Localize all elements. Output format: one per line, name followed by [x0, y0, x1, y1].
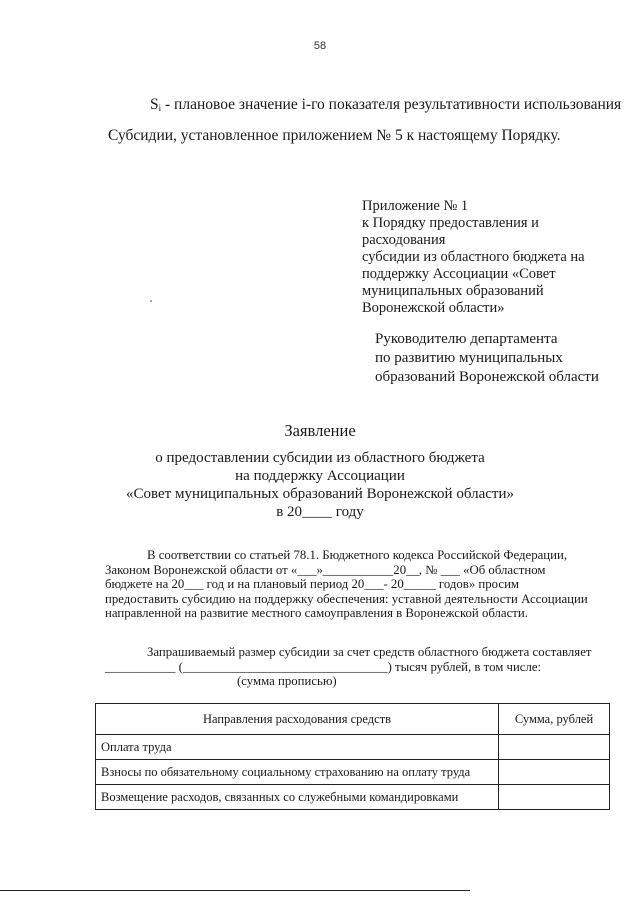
bottom-divider — [0, 890, 470, 891]
table-header-directions: Направления расходования средств — [96, 704, 499, 735]
intro-line-1-text: - плановое значение i-го показателя результативности использования — [161, 96, 622, 113]
appendix-line: Приложение № 1 — [362, 198, 469, 214]
expenditure-table — [95, 703, 610, 810]
recipient-block — [375, 330, 599, 387]
intro-subscript: i — [158, 103, 162, 113]
document-subtitle — [0, 449, 640, 521]
subtitle-line: «Совет муниципальных образований Воронежской области» — [126, 486, 514, 502]
appendix-line: расходования — [362, 232, 446, 248]
document-title: Заявление — [284, 421, 356, 440]
page-number: 58 — [313, 40, 327, 52]
body-line: В соответствии со статьей 78.1. Бюджетного кодекса Российской Федерации, — [147, 548, 568, 562]
appendix-line: поддержку Ассоциации «Совет — [362, 266, 556, 282]
subtitle-line: на поддержку Ассоциации — [235, 468, 405, 484]
table-header-amount: Сумма, рублей — [499, 704, 610, 735]
body-line: предоставить субсидию на поддержку обеспечения: уставной деятельности Ассоциации — [105, 591, 588, 606]
intro-symbol: S — [150, 96, 159, 113]
recipient-line: образований Воронежской области — [375, 369, 599, 385]
appendix-line: субсидии из областного бюджета на — [362, 249, 585, 265]
request-paragraph — [105, 645, 610, 689]
recipient-line: по развитию муниципальных — [375, 350, 563, 366]
table-cell-amount — [499, 785, 610, 810]
scan-dot — [150, 300, 152, 302]
subtitle-line: о предоставлении субсидии из областного бюджета — [155, 450, 485, 466]
intro-line-2: Субсидии, установленное приложением № 5 к настоящему Порядку. — [108, 127, 561, 144]
table-cell-direction: Возмещение расходов, связанных со служебными командировками — [96, 785, 499, 810]
appendix-line: муниципальных образований — [362, 283, 544, 299]
table-header-row — [96, 704, 610, 735]
table-cell-direction: Оплата труда — [96, 735, 499, 760]
appendix-line: Воронежской области» — [362, 300, 505, 316]
subtitle-line: в 20____ году — [276, 504, 364, 520]
table-cell-amount — [499, 760, 610, 785]
body-paragraph — [105, 548, 610, 621]
table-row — [96, 735, 610, 760]
appendix-block — [362, 198, 622, 317]
table-cell-amount — [499, 735, 610, 760]
body-line: направленной на развитие местного самоуправления в Воронежской области. — [105, 606, 528, 620]
table-row — [96, 760, 610, 785]
table-row — [96, 785, 610, 810]
appendix-line: к Порядку предоставления и — [362, 215, 539, 231]
request-line: ___________ (________________________________) тысяч рублей, в том числе: — [105, 659, 542, 674]
recipient-line: Руководителю департамента — [375, 331, 558, 347]
table-cell-direction: Взносы по обязательному социальному страхованию на оплату труда — [96, 760, 499, 785]
body-line: Законом Воронежской области от «___»___________20__, № ___ «Об областном — [105, 562, 546, 577]
request-line: Запрашиваемый размер субсидии за счет средств областного бюджета составляет — [147, 645, 592, 659]
sum-in-words-note: (сумма прописью) — [237, 674, 337, 688]
intro-line-1 — [150, 96, 621, 114]
body-line: бюджете на 20___ год и на плановый период 20___- 20_____ годов» просим — [105, 577, 520, 591]
